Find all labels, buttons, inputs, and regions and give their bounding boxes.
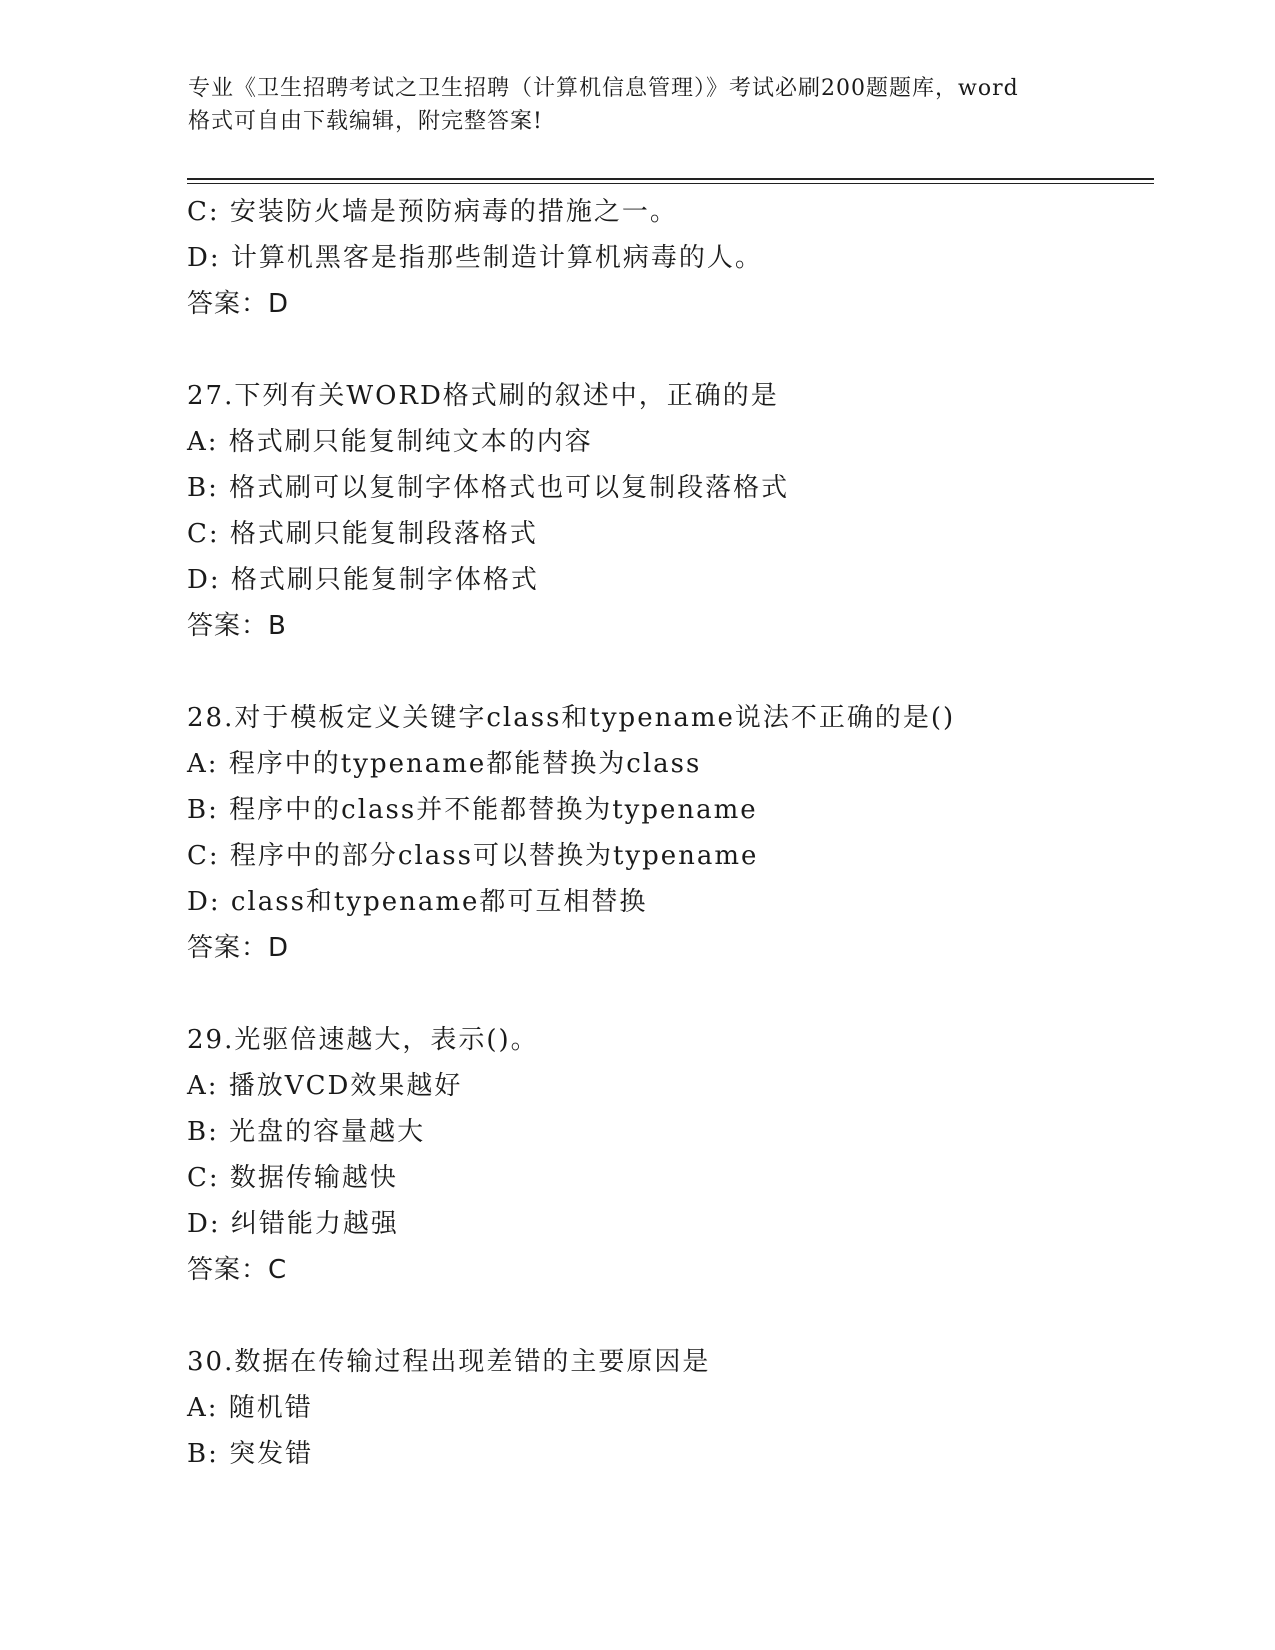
header-title-line-2: 格式可自由下载编辑，附完整答案! [188, 109, 543, 134]
option-c: C: 安装防火墙是预防病毒的措施之一。 [187, 197, 678, 227]
question-text: 28.对于模板定义关键字class和typename说法不正确的是() [187, 703, 956, 733]
option-d: D: 计算机黑客是指那些制造计算机病毒的人。 [187, 243, 763, 273]
spacer [187, 1293, 1147, 1339]
answer-line: 答案：D [187, 289, 290, 319]
question-30 [187, 1339, 1147, 1477]
header-title-line-1: 专业《卫生招聘考试之卫生招聘（计算机信息管理）》考试必刷200题题库，word [188, 76, 1019, 101]
option-b: B: 格式刷可以复制字体格式也可以复制段落格式 [187, 473, 790, 503]
answer-line: 答案：C [187, 1255, 288, 1285]
option-d: D: 纠错能力越强 [187, 1209, 399, 1239]
option-c: C: 格式刷只能复制段落格式 [187, 519, 538, 549]
document-header [188, 72, 1088, 138]
question-28 [187, 695, 1147, 971]
option-c: C: 程序中的部分class可以替换为typename [187, 841, 759, 871]
option-d: D: 格式刷只能复制字体格式 [187, 565, 539, 595]
option-d: D: class和typename都可互相替换 [187, 887, 648, 917]
spacer [187, 971, 1147, 1017]
question-text: 30.数据在传输过程出现差错的主要原因是 [187, 1347, 711, 1377]
question-list [187, 189, 1147, 1477]
answer-line: 答案：B [187, 611, 287, 641]
spacer [187, 327, 1147, 373]
header-divider-thin [187, 183, 1154, 184]
option-a: A: 播放VCD效果越好 [187, 1071, 463, 1101]
question-text: 29.光驱倍速越大，表示()。 [187, 1025, 539, 1055]
spacer [187, 649, 1147, 695]
option-b: B: 程序中的class并不能都替换为typename [187, 795, 758, 825]
option-a: A: 格式刷只能复制纯文本的内容 [187, 427, 593, 457]
question-27 [187, 373, 1147, 649]
option-b: B: 光盘的容量越大 [187, 1117, 426, 1147]
question-text: 27.下列有关WORD格式刷的叙述中，正确的是 [187, 381, 779, 411]
option-b: B: 突发错 [187, 1439, 314, 1469]
option-c: C: 数据传输越快 [187, 1163, 398, 1193]
question-29 [187, 1017, 1147, 1293]
answer-line: 答案：D [187, 933, 290, 963]
header-divider-thick [187, 178, 1154, 180]
option-a: A: 程序中的typename都能替换为class [187, 749, 702, 779]
option-a: A: 随机错 [187, 1393, 313, 1423]
question-26-continued [187, 189, 1147, 327]
